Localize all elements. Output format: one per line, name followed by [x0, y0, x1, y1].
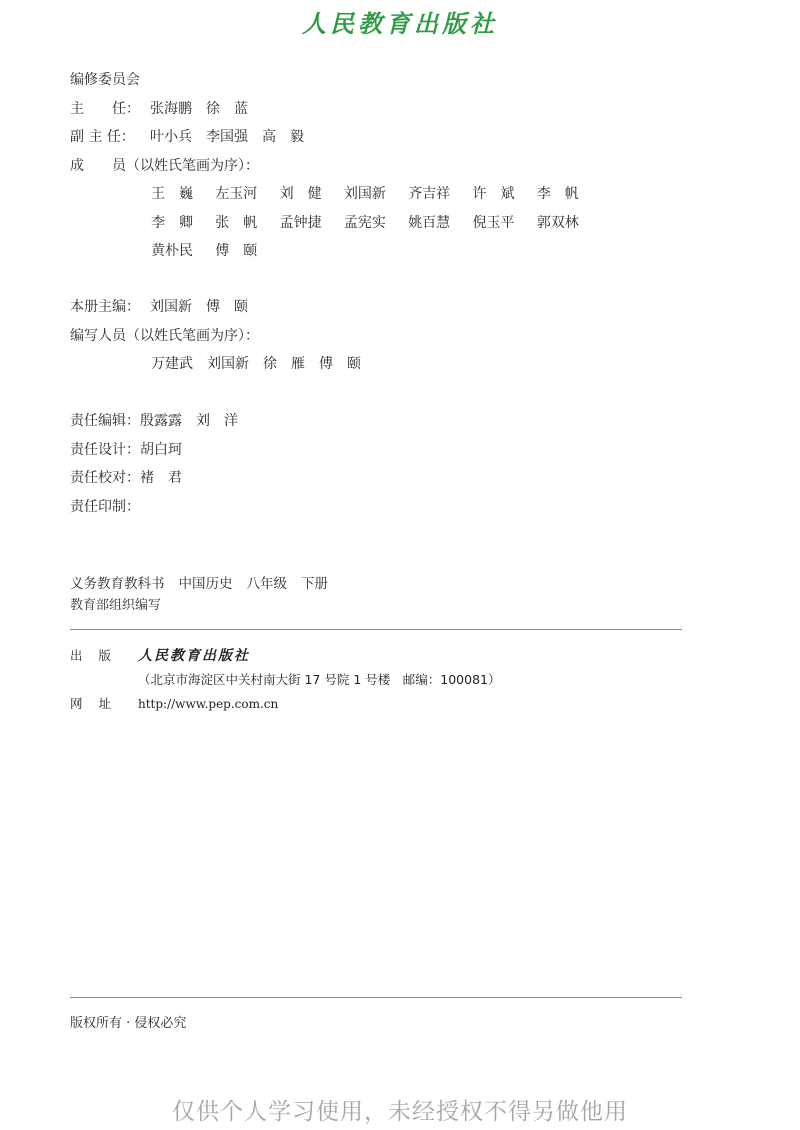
- grade: 八年级: [246, 576, 287, 592]
- members-label: 成 员（以姓氏笔画为序）：: [70, 157, 259, 174]
- director-names: 张海鹏 徐 蓝: [150, 100, 248, 117]
- vice-director-line: [70, 123, 601, 152]
- member-name: 傅 颐: [215, 243, 258, 259]
- responsible-editor-line: [70, 407, 238, 436]
- responsible-label: 责任校对：: [70, 470, 140, 486]
- website-line: [70, 692, 500, 716]
- member-name: 倪玉平: [472, 214, 515, 231]
- responsible-value: 胡白珂: [140, 441, 182, 458]
- website-url[interactable]: http://www.pep.com.cn: [138, 697, 279, 711]
- publication-info: [70, 644, 500, 716]
- committee-title: 编修委员会: [70, 72, 140, 88]
- publisher-name-logo: 人民教育出版社: [138, 648, 250, 664]
- publisher-address: （北京市海淀区中关村南大街 17 号院 1 号楼 邮编：100081）: [138, 672, 501, 687]
- responsible-value: 褚 君: [140, 470, 182, 486]
- members-row-2: [70, 209, 601, 238]
- member-name: 李 帆: [536, 186, 579, 202]
- chief-editor-line: [70, 293, 361, 322]
- member-name: 左玉河: [215, 186, 258, 202]
- chief-editor-names: 刘国新 傅 颐: [150, 299, 248, 315]
- publisher-label: 出版: [70, 648, 128, 663]
- responsible-section: [70, 407, 238, 521]
- chief-editor-label: 本册主编：: [70, 299, 140, 315]
- divider-bottom: [70, 997, 682, 998]
- members-row-3: [70, 237, 601, 266]
- responsible-label: 责任设计：: [70, 441, 140, 458]
- members-row-1: [70, 180, 601, 209]
- subject: 中国历史: [178, 576, 233, 592]
- copyright-notice: 版权所有 · 侵权必究: [70, 1016, 187, 1031]
- series-title: [70, 574, 342, 594]
- member-name: 黄朴民: [151, 243, 193, 259]
- member-name: 王 巍: [151, 186, 193, 202]
- series-info: [70, 574, 342, 616]
- director-line: [70, 95, 601, 124]
- writers-label: 编写人员（以姓氏笔画为序）：: [70, 327, 259, 344]
- member-name: 李 卿: [151, 214, 193, 231]
- member-name: 刘 健: [279, 186, 322, 202]
- vice-director-label: 副 主 任：: [70, 129, 135, 145]
- member-name: 许 斌: [472, 186, 515, 202]
- writers-names: 万建武 刘国新 徐 雁 傅 颐: [151, 356, 361, 372]
- responsible-proofread-line: [70, 464, 238, 493]
- member-name: 郭双林: [536, 214, 579, 231]
- responsible-design-line: [70, 436, 238, 465]
- divider-top: [70, 629, 682, 630]
- volume: 下册: [301, 576, 328, 592]
- editors-section: [70, 293, 361, 379]
- website-label: 网址: [70, 696, 128, 711]
- member-name: 孟宪实: [343, 214, 386, 231]
- publisher-logo: 人民教育出版社: [302, 9, 498, 38]
- compiler: 教育部组织编写: [70, 598, 162, 613]
- member-name: 齐吉祥: [408, 186, 451, 202]
- publisher-line: [70, 644, 500, 668]
- responsible-label: 责任编辑：: [70, 413, 140, 429]
- responsible-value: 殷露露 刘 洋: [140, 413, 238, 429]
- member-name: 姚百慧: [408, 214, 451, 231]
- responsible-print-line: [70, 493, 238, 522]
- book-type: 义务教育教科书: [70, 576, 165, 592]
- vice-director-names: 叶小兵 李国强 高 毅: [150, 129, 304, 145]
- member-name: 刘国新: [343, 186, 386, 202]
- watermark-text: 仅供个人学习使用，未经授权不得另做他用: [172, 1099, 628, 1125]
- responsible-label: 责任印制：: [70, 498, 140, 515]
- committee-section: [70, 66, 601, 266]
- member-name: 张 帆: [215, 214, 258, 231]
- director-label: 主 任：: [70, 100, 140, 117]
- member-name: 孟钟捷: [279, 214, 322, 231]
